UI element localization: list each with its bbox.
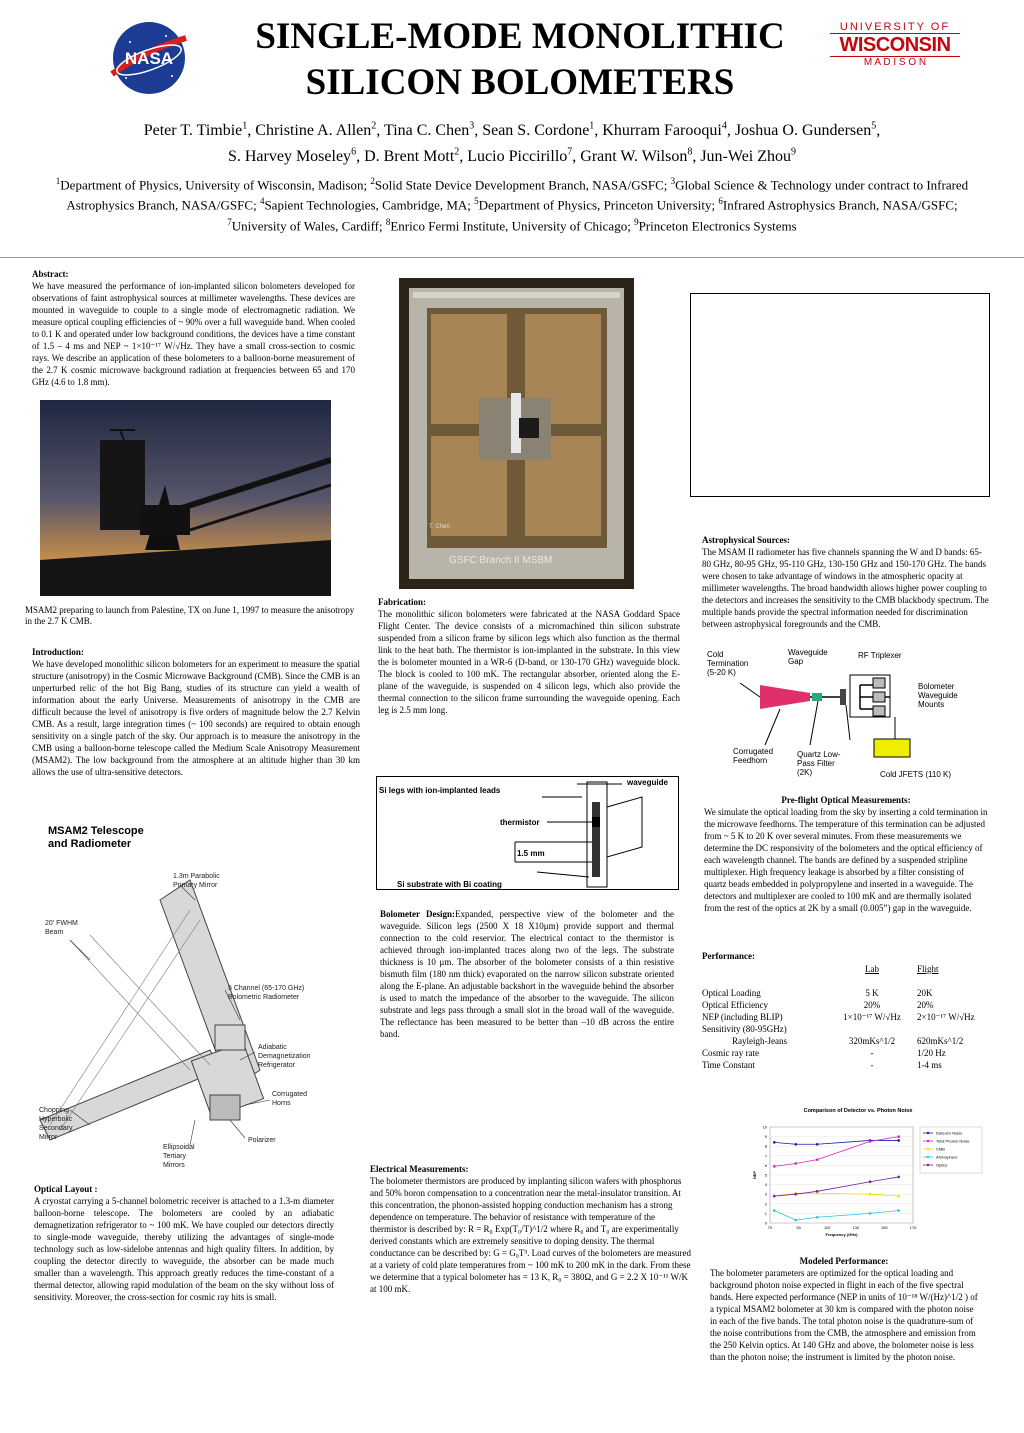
data-point [897, 1195, 900, 1198]
uw-logo-top: UNIVERSITY OF [830, 21, 960, 34]
svg-text:Hyperbolic: Hyperbolic [39, 1116, 73, 1123]
author-name: Joshua O. Gundersen [734, 122, 872, 140]
affiliation-list [40, 173, 984, 234]
legend-label: Optics [936, 1162, 948, 1168]
affiliation-text: Sapient Technologies, Cambridge, MA; [264, 197, 475, 213]
perf-flight-value: 2×10⁻¹⁷ W/√Hz [917, 1012, 975, 1022]
chip-mark-gsfc: GSFC Branch II MSBM [449, 555, 553, 566]
svg-text:Chopping: Chopping [39, 1107, 69, 1114]
perf-label: Time Constant [702, 1060, 755, 1070]
performance-section [702, 950, 992, 1071]
telescope-title-1: MSAM2 Telescope [48, 825, 144, 837]
preflight-text: We simulate the optical loading from the sky by inserting a cold termination in the microwave feedhorns. The temperature of this termination can be adjusted from ~ 5 K to 20 K over several minutes. From these measurements we determine the DC responsivity of the bolometers and the optical efficiency of each wavelength channel. The bands are defined by a suspended stripline multiplexer. High frequency leakage is absorbed by a filter consisting of quartz beads embedded in polypropylene and inserted in a waveguide. The detectors and multiplexer are cooled to 100 mK and are thermally isolated from the rest of the optics at 2K by a small (0.005”) gap in the waveguide. [704, 807, 988, 913]
affiliation-text: Solid State Device Development Branch, NASA/GSFC; [374, 177, 671, 193]
x-tick-label: 170 [909, 1225, 917, 1230]
launch-photo [40, 400, 331, 596]
svg-text:RF Triplexer: RF Triplexer [858, 651, 902, 660]
author-name: Khurram Farooqui [602, 122, 722, 140]
affiliation-text: Department of Physics, University of Wisconsin, Madison; [60, 177, 371, 193]
x-tick-label: 110 [824, 1225, 831, 1230]
x-axis-label: Frequency (GHz) [825, 1232, 858, 1237]
uw-logo-mid: WISCONSIN [839, 34, 951, 56]
y-tick-label: 3 [764, 1191, 767, 1197]
introduction-text: We have developed monolithic silicon bolometers for an experiment to measure the spatial structure (anisotropy) in the Cosmic Microwave Background (CMB). Since the CMB is an unperturbed relic of the hot Big Bang, studies of its structure can yield a wealth of information about the early Universe. Measurements of anisotropy in the CMB are difficult because the level of anisotropy is five orders of magnitude below the 2.7 Kelvin CMB. As a result, large integration times (~ 100 seconds) are required to obtain enough sensitivity on a single patch of the sky. Our approach is to measure the anisotropy in the CMB using a balloon-borne telescope called the Medium Scale Anisotropy Measurement (MSAM2). The low background from the atmosphere at an altitude higher than 30 km allows the use of ultra-sensitive detectors. [32, 659, 360, 777]
y-tick-label: 5 [764, 1172, 767, 1178]
data-point [869, 1140, 872, 1143]
svg-text:Demagnetization: Demagnetization [258, 1053, 311, 1060]
fabrication-text: The monolithic silicon bolometers were fabricated at the NASA Goddard Space Flight Center. The device consists of a micromachined thin silicon substrate suspended from a silicon frame by silicon legs which also function as the thermal link to the heat bath. The thermistor is ion-implanted in the substrate. In this view the is bolometer mounted in a WR-6 (D-band, or 130-170 GHz) waveguide block. The block is cooled to 100 mK. The rectangular absorber, oriented along the E-plane of the waveguide, is suspended on 4 silicon legs, which also provide the thermal connection to the silicon frame surrounding the waveguide opening. Each leg is 2.5 mm long. [378, 609, 680, 715]
y-tick-label: 0 [764, 1220, 767, 1226]
perf-row [702, 1011, 992, 1023]
perf-row [702, 999, 992, 1011]
chip-mark-chen: T. Chen [429, 524, 450, 530]
electrical-section [370, 1163, 692, 1295]
affiliation-number: 8 [385, 216, 391, 227]
svg-text:Corrugated: Corrugated [733, 747, 774, 756]
telescope-title-2: and Radiometer [48, 838, 132, 850]
author-affiliation-mark: 1 [242, 121, 248, 132]
modeled-section [710, 1255, 978, 1363]
perf-label: NEP (including BLIP) [702, 1012, 783, 1022]
data-point [869, 1180, 872, 1183]
affiliation-number: 7 [227, 216, 232, 227]
svg-text:Primary Mirror: Primary Mirror [173, 882, 218, 889]
y-tick-label: 1 [764, 1210, 767, 1216]
abstract-text: We have measured the performance of ion-implanted silicon bolometers developed for observations of faint astrophysical sources at millimeter wavelengths. These devices are mounted in waveguide to couple to a single mode of electromagnetic radiation. We measure optical coupling efficiencies of ~ 90% over a full waveguide band. When cooled to 0.1 K and operated under low background conditions, the devices have a time constant of 1.5 – 4 ms and NEP ~ 1×10⁻¹⁷ W/√Hz. They have a small cross-section to cosmic rays. We describe an application of these bolometers to a balloon-borne measurement of the 2.7 K cosmic microwave background radiation at frequencies between 65 and 170 GHz (4.6 to 1.8 mm). [32, 281, 355, 387]
svg-text:5 Channel (65-170 GHz): 5 Channel (65-170 GHz) [228, 985, 305, 992]
author-name: D. Brent Mott [364, 147, 455, 165]
author-name: Christine A. Allen [255, 122, 372, 140]
author-name: Tina C. Chen [383, 122, 470, 140]
affiliation-number: 1 [55, 176, 61, 186]
affiliation-number: 6 [718, 196, 723, 207]
svg-text:20' FWHM: 20' FWHM [45, 920, 78, 927]
svg-text:Corrugated: Corrugated [272, 1091, 308, 1098]
sketch-waveguide: waveguide [627, 778, 668, 787]
legend-marker [927, 1140, 929, 1142]
perf-row [702, 987, 992, 999]
perf-flight-value: 620mKs^1/2 [917, 1036, 964, 1046]
legend-marker [927, 1156, 929, 1158]
data-point [773, 1209, 776, 1212]
author-name: Lucio Piccirillo [467, 147, 568, 165]
sketch-substrate: Si substrate with Bi coating [397, 880, 502, 889]
abstract-section [32, 268, 355, 388]
data-point [794, 1193, 797, 1196]
data-point [816, 1158, 819, 1161]
data-point [897, 1209, 900, 1212]
legend-marker [927, 1132, 929, 1134]
svg-text:Cold JFETS (110 K): Cold JFETS (110 K) [880, 770, 951, 779]
perf-flight-value: 1/20 Hz [917, 1048, 946, 1058]
modeled-text: The bolometer parameters are optimized for the optical loading and background photon noise expected in flight in each of the five spectral bands. Here expected performance (NEP in units of 10⁻¹⁸ W/(Hz)^1/2 ) of a typical MSAM2 bolometer at 30 km is compared with the photon noise in each of the five bands. The total photon noise is the quadrature-sum of the noise contributions from the CMB, the atmosphere and emission from the 250 Kelvin optics. At 140 GHz and above, the bolometer noise is less than the photon noise; the instrument is limited by the photon noise. [710, 1268, 978, 1362]
svg-text:Bolometric Radiometer: Bolometric Radiometer [228, 994, 300, 1001]
author-affiliation-mark: 9 [791, 146, 797, 158]
y-tick-label: 10 [762, 1124, 767, 1130]
chart-title: Comparison of Detector vs. Photon Noise [803, 1108, 913, 1114]
author-list: Peter T. Timbie$^1$, Christine A. Allen$^2$, Tina C. Chen$^3$, Sean S. Cordone$^1$, Khurram Farooqui$^4$, Joshua O. Gundersen$^5$, S. Harvey Moseley$^6$, D. Brent Mott$^2$, Lucio Piccirillo$^7$, Grant W. Wilson$^8$, Jun-Wei Zhou$^9$ [143, 121, 881, 165]
affiliation-text: Infrared Astrophysics Branch, NASA/GSFC; [722, 197, 958, 213]
svg-text:Pass Filter: Pass Filter [797, 759, 835, 768]
bolometer-sketch [376, 776, 679, 890]
sketch-thermistor: thermistor [500, 818, 540, 827]
preflight-section [704, 794, 988, 914]
astrophysical-text: The MSAM II radiometer has five channels spanning the W and D bands: 65-80 GHz, 80-95 GHz, 95-110 GHz, 130-150 GHz and 150-170 GHz. The bands were chosen to take advantage of windows in the atmospheric opacity at millimeter wavelengths. The broad bandwidth allows higher power coupling to the detectors and increases the sensitivity to the CMB blackbody spectrum. The multiple bands provide the spectral information needed for discrimination between astrophysical foregrounds and the CMB. [702, 547, 989, 629]
perf-label: Optical Loading [702, 988, 761, 998]
svg-text:Waveguide: Waveguide [918, 691, 958, 700]
bolometer-chip-photo [399, 278, 634, 589]
perf-label: Rayleigh-Jeans [732, 1036, 787, 1046]
svg-text:1.3m Parabolic: 1.3m Parabolic [173, 873, 220, 880]
bolometer-design-text: Expanded, perspective view of the bolometer and the waveguide. Silicon legs (2500 X 18 X10μm) provide support and thermal connection to the cold reservior. The electrical contact to the thermistor is achieved through ion-implanted traces along two of the legs. The substrate thickness is 10 μm. The absorber of the bolometer consists of a thin resistive bismuth film (180 nm thick) evaporated on the narrow silicon substrate oriented along the E-plane. An adjustable backshort in the waveguide behind the absorber is used to match the impedance of the absorber to the waveguide. The silicon substrate and legs pass through a small slot in the broad wall of the waveguide. The reflectance has been measured to be better than –10 dB across the entire band. [380, 909, 674, 1039]
affiliation-text: Enrico Fermi Institute, University of Chicago; [390, 217, 635, 233]
perf-lab-value [832, 1023, 912, 1035]
svg-text:Ellipsoidal: Ellipsoidal [163, 1144, 195, 1151]
svg-text:Mounts: Mounts [918, 700, 945, 709]
author-name: Grant W. Wilson [580, 147, 688, 165]
introduction-section [32, 646, 360, 778]
data-point [869, 1212, 872, 1215]
introduction-heading: Introduction: [32, 647, 84, 657]
optical-layout-text: A cryostat carrying a 5-channel bolometric receiver is attached to a 1.3-m diameter balloon-borne telescope. The bolometers are cooled by an adiabatic demagnetization refrigerator to ~ 100 mK. We have coupled our detectors directly to single-mode waveguide, thereby utilizing the advantages of single-mode technology such as low-sidelobe antennas and high quality filters. In addition, by coupling the detector directly to waveguide, the absorber can be made much smaller than a wavelength. This approach greatly reduces the time-constant of a thermal detector, allowing rapid modulation of the beam on the sky without loss of sensitivity. Moreover, the cross-section for cosmic ray hits is small. [34, 1196, 334, 1302]
data-point [773, 1195, 776, 1198]
sketch-dimension: 1.5 mm [517, 849, 545, 858]
y-tick-label: 4 [764, 1182, 767, 1188]
author-affiliation-mark: 7 [567, 146, 573, 158]
performance-heading: Performance: [702, 951, 755, 961]
x-tick-label: 130 [852, 1225, 860, 1230]
header-divider [0, 257, 1024, 258]
preflight-heading: Pre-flight Optical Measurements: [781, 795, 911, 805]
x-tick-label: 70 [767, 1225, 773, 1230]
author-affiliation-mark: 4 [721, 121, 727, 132]
data-point [794, 1162, 797, 1165]
legend-marker [927, 1164, 929, 1166]
affiliation-number: 4 [259, 196, 265, 207]
affiliation-number: 5 [474, 196, 479, 207]
optical-layout-section [34, 1183, 334, 1303]
svg-text:Waveguide: Waveguide [788, 648, 828, 657]
author-name: S. Harvey Moseley [227, 147, 352, 165]
svg-text:Tertiary: Tertiary [163, 1153, 186, 1160]
perf-lab-value: 1×10⁻¹⁷ W/√Hz [843, 1012, 901, 1022]
data-point [897, 1176, 900, 1179]
affiliation-number: 9 [634, 216, 639, 227]
data-point [773, 1165, 776, 1168]
astrophysical-heading: Astrophysical Sources: [702, 535, 790, 545]
perf-row [702, 1023, 992, 1035]
affiliation-text: Department of Physics, Princeton University; [478, 197, 719, 213]
data-point [897, 1139, 900, 1142]
data-point [897, 1135, 900, 1138]
perf-row [702, 1047, 992, 1059]
affiliation-text: University of Wales, Cardiff; [231, 217, 386, 233]
perf-flight-value: 1-4 ms [917, 1060, 942, 1070]
svg-text:Beam: Beam [45, 929, 64, 936]
perf-flight-value: 20% [917, 1000, 934, 1010]
legend-label: Atmosphere [936, 1154, 958, 1160]
title-line-2: SILICON BOLOMETERS [305, 62, 735, 103]
perf-label: Sensitivity (80-95GHz) [702, 1024, 787, 1034]
launch-photo-caption: MSAM2 preparing to launch from Palestine, TX on June 1, 1997 to measure the anisotropy in the 2.7 K CMB. [25, 605, 355, 626]
svg-text:NASA: NASA [124, 49, 174, 68]
data-point [773, 1141, 776, 1144]
perf-lab-value: 320mKs^1/2 [848, 1036, 896, 1046]
author-affiliation-mark: 2 [371, 121, 377, 132]
author-affiliation-mark: 5 [871, 121, 877, 132]
affiliation-number: 2 [370, 176, 375, 186]
uw-logo [830, 21, 960, 69]
perf-lab-value: 20% [863, 1000, 881, 1010]
optics-block-diagram [700, 645, 990, 785]
author-affiliation-mark: 2 [454, 146, 460, 158]
perf-lab-value: 5 K [865, 988, 879, 998]
uw-logo-bottom: M A D I S O N [830, 56, 960, 69]
legend-label: CMB [936, 1146, 945, 1152]
author-name: Sean S. Cordone [482, 122, 590, 140]
svg-text:Cold: Cold [707, 650, 724, 659]
fabrication-section [378, 596, 680, 716]
author-affiliation-mark: 8 [687, 146, 693, 158]
svg-text:(5-20 K): (5-20 K) [707, 668, 736, 677]
y-tick-label: 9 [764, 1134, 767, 1140]
y-axis-label: NEP [752, 1170, 757, 1180]
x-tick-label: 90 [796, 1225, 801, 1230]
perf-col-lab: Lab [865, 964, 879, 974]
svg-text:(2K): (2K) [797, 768, 813, 777]
electrical-text: The bolometer thermistors are produced by implanting silicon wafers with phosphorus and 50% boron compensation to a concentration near the metal-insulator transition. At this concentration, the phonon-assisted hopping conduction mechanism has a strong dependence on temperature. The behavior of resistance with temperature of the thermistor is described by: R = R₀ Exp(T₀/T)^1/2 where R₀ and T₀ are experimentally derived constants which are extremely sensitive to doping density. The thermal conductance can be described by: G = G₀T³. Load curves of the bolometers are measured at a variety of cold plate temperatures from ~ 100 mK to 200 mK in the dark. From these we determine that a typical bolometer has = 13 K, R₀ = 380Ω, and G = 2.2 X 10⁻¹¹ W/K at 100 mK. [370, 1176, 692, 1294]
legend-label: Detector Noise [936, 1130, 963, 1136]
poster-title [160, 14, 880, 106]
affiliation-text: Global Science & Technology under contract to Infrared Astrophysics Branch, NASA/GSFC; [66, 177, 969, 213]
legend-marker [927, 1148, 929, 1150]
author-affiliation-mark: 3 [469, 121, 475, 132]
perf-lab-value: - [870, 1060, 874, 1070]
svg-text:Polarizer: Polarizer [248, 1137, 276, 1144]
perf-label: Cosmic ray rate [702, 1048, 759, 1058]
author-affiliation-mark: 1 [589, 121, 595, 132]
svg-text:Mirror: Mirror [39, 1134, 58, 1141]
bolometer-design-section [380, 908, 674, 1040]
svg-text:Adiabatic: Adiabatic [258, 1044, 287, 1051]
svg-text:Mirrors: Mirrors [163, 1162, 185, 1169]
electrical-heading: Electrical Measurements: [370, 1164, 469, 1174]
perf-flight-value [912, 1023, 992, 1035]
svg-text:Bolometer: Bolometer [918, 682, 955, 691]
svg-text:Feedhorn: Feedhorn [733, 756, 768, 765]
performance-table [702, 963, 992, 1071]
sketch-si-legs: Si legs with ion-implanted leads [379, 786, 501, 795]
data-point [869, 1193, 872, 1196]
astrophysical-section [702, 534, 990, 630]
y-tick-label: 8 [764, 1143, 767, 1149]
data-point [816, 1143, 819, 1146]
data-point [794, 1219, 797, 1222]
modeled-heading: Modeled Performance: [799, 1256, 889, 1266]
data-point [816, 1190, 819, 1193]
perf-flight-value: 20K [917, 988, 933, 998]
abstract-heading: Abstract: [32, 269, 69, 279]
y-tick-label: 6 [764, 1162, 767, 1168]
svg-text:Secondary: Secondary [39, 1125, 73, 1132]
affiliation-text: Princeton Electronics Systems [638, 217, 797, 233]
perf-label: Optical Efficiency [702, 1000, 769, 1010]
telescope-diagram [30, 820, 360, 1175]
author-affiliation-mark: 6 [351, 146, 357, 158]
author-name: Peter T. Timbie [143, 122, 243, 140]
svg-text:Quartz Low-: Quartz Low- [797, 750, 841, 759]
perf-lab-value: - [870, 1048, 874, 1058]
author-name: Jun-Wei Zhou [700, 147, 792, 165]
data-point [816, 1216, 819, 1219]
perf-col-flight: Flight [917, 964, 939, 974]
y-tick-label: 7 [764, 1153, 767, 1159]
affiliation-number: 3 [670, 176, 676, 186]
svg-text:Gap: Gap [788, 657, 804, 666]
svg-text:Refrigerator: Refrigerator [258, 1062, 295, 1069]
fabrication-heading: Fabrication: [378, 597, 426, 607]
title-line-1: SINGLE-MODE MONOLITHIC [255, 16, 785, 57]
perf-row [702, 1059, 992, 1071]
bolometer-design-heading: Bolometer Design: [380, 909, 456, 919]
blank-figure-frame [690, 293, 990, 497]
data-point [794, 1143, 797, 1146]
svg-text:Horns: Horns [272, 1100, 291, 1107]
y-tick-label: 2 [764, 1201, 767, 1207]
optical-layout-heading: Optical Layout : [34, 1184, 98, 1194]
legend-label: Total Photon Noise [936, 1138, 970, 1144]
perf-row [702, 1035, 992, 1047]
x-tick-label: 150 [881, 1225, 888, 1230]
noise-chart [748, 1103, 988, 1243]
svg-text:Termination: Termination [707, 659, 749, 668]
